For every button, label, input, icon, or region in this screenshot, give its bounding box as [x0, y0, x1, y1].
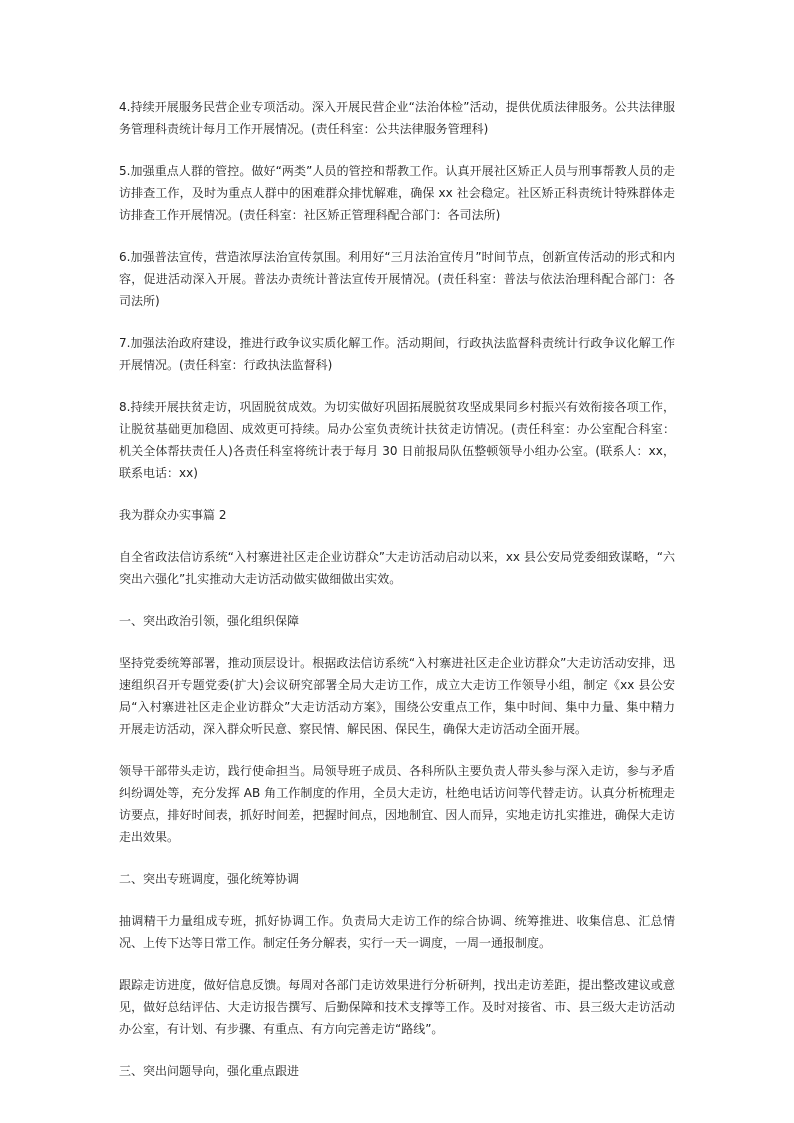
section-title-part-2: 我为群众办实事篇 2	[119, 508, 227, 522]
paragraph-section-2-a: 抽调精干力量组成专班，抓好协调工作。负责局大走访工作的综合协调、统筹推进、收集信息、汇总情况、上传下达等日常工作。制定任务分解表，实行一天一调度，一周一通报制度。	[119, 914, 675, 950]
document-page	[119, 96, 675, 1102]
paragraph-item-8: 8.持续开展扶贫走访，巩固脱贫成效。为切实做好巩固拓展脱贫攻坚成果同乡村振兴有效衔接各项工作，让脱贫基础更加稳固、成效更可持续。局办公室负责统计扶贫走访情况。(责任科室：办公室配合科室：机关全体帮扶责任人)各责任科室将统计表于每月 30 日前报局队伍整顿领导小组办公室。(联系人：xx，联系电话：xx)	[119, 400, 675, 480]
paragraph-item-4: 4.持续开展服务民营企业专项活动。深入开展民营企业“法治体检”活动，提供优质法律服务。公共法律服务管理科责统计每月工作开展情况。(责任科室：公共法律服务管理科)	[119, 100, 675, 136]
paragraph-section-2-b: 跟踪走访进度，做好信息反馈。每周对各部门走访效果进行分析研判，找出走访差距，提出整改建议或意见，做好总结评估、大走访报告撰写、后勤保障和技术支撑等工作。及时对接省、市、县三级大走访活动办公室，有计划、有步骤、有重点、有方向完善走访“路线”。	[119, 978, 675, 1036]
heading-section-2: 二、突出专班调度，强化统筹协调	[119, 872, 300, 886]
paragraph-section-1-a: 坚持党委统筹部署，推动顶层设计。根据政法信访系统“入村寨进社区走企业访群众”大走访活动安排，迅速组织召开专题党委(扩大)会议研究部署全局大走访工作，成立大走访工作领导小组，制定《xx 县公安局“入村寨进社区走企业访群众”大走访活动方案》，围绕公安重点工作，集中时间、集中力量、集中精力开展走访活动，深入群众听民意、察民情、解民困、保民生，确保大走访活动全面开展。	[119, 656, 675, 736]
heading-section-3: 三、突出问题导向，强化重点跟进	[119, 1064, 300, 1078]
paragraph-item-5: 5.加强重点人群的管控。做好“两类”人员的管控和帮教工作。认真开展社区矫正人员与刑事帮教人员的走访排查工作，及时为重点人群中的困难群众排忧解难，确保 xx 社会稳定。社区矫正科责统计特殊群体走访排查工作开展情况。(责任科室：社区矫正管理科配合部门：各司法所)	[119, 164, 675, 222]
intro-paragraph: 自全省政法信访系统“入村寨进社区走企业访群众”大走访活动启动以来，xx 县公安局党委细致谋略，“六突出六强化”扎实推动大走访活动做实做细做出实效。	[119, 550, 675, 586]
paragraph-item-6: 6.加强普法宣传，营造浓厚法治宣传氛围。利用好“三月法治宣传月”时间节点，创新宣传活动的形式和内容，促进活动深入开展。普法办责统计普法宣传开展情况。(责任科室：普法与依法治理科配合部门：各司法所)	[119, 250, 675, 308]
heading-section-1: 一、突出政治引领，强化组织保障	[119, 614, 300, 628]
paragraph-item-7: 7.加强法治政府建设，推进行政争议实质化解工作。活动期间，行政执法监督科责统计行政争议化解工作开展情况。(责任科室：行政执法监督科)	[119, 336, 675, 372]
paragraph-section-1-b: 领导干部带头走访，践行使命担当。局领导班子成员、各科所队主要负责人带头参与深入走访，参与矛盾纠纷调处等，充分发挥 AB 角工作制度的作用，全员大走访，杜绝电话访问等代替走访。认真分析梳理走访要点，排好时间表，抓好时间差，把握时间点，因地制宜、因人而异，实地走访扎实推进，确保大走访走出效果。	[119, 764, 675, 844]
